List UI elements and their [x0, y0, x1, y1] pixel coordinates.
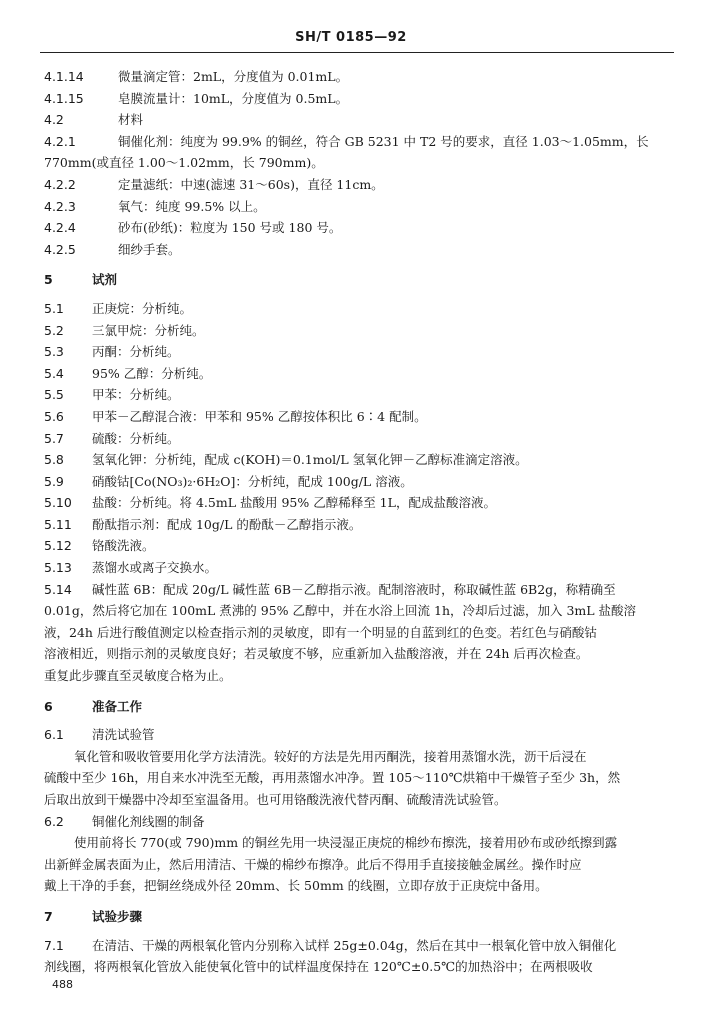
clause-number: 4.2	[44, 112, 64, 128]
clause-line	[44, 579, 672, 601]
paragraph-line	[44, 789, 672, 811]
clause-text: 甲苯：分析纯。	[92, 387, 180, 403]
clause-text: 皂膜流量计：10mL，分度值为 0.5mL。	[118, 90, 349, 106]
section-heading	[44, 906, 672, 928]
clause-text: 氢氧化钾：分析纯，配成 c(KOH)＝0.1mol/L 氢氧化钾－乙醇标准滴定溶液。	[92, 452, 528, 468]
clause-continuation	[44, 643, 672, 665]
clause-text: 碱性蓝 6B：配成 20g/L 碱性蓝 6B－乙醇指示液。配制溶液时，称取碱性蓝 6B2g，称精确至	[92, 581, 616, 597]
clause-continuation	[44, 600, 672, 622]
paragraph-line	[44, 832, 672, 854]
clause-number: 4.2.5	[44, 241, 76, 257]
clause-text: 细纱手套。	[118, 241, 181, 257]
clause-line	[44, 384, 672, 406]
section-title: 准备工作	[92, 698, 143, 714]
clause-number: 7.1	[44, 937, 64, 953]
clause-line	[44, 514, 672, 536]
clause-number: 5.11	[44, 516, 72, 532]
clause-number: 5.9	[44, 473, 64, 489]
clause-text: 砂布(砂纸)：粒度为 150 号或 180 号。	[118, 220, 342, 236]
clause-line	[44, 811, 672, 833]
clause-number: 4.2.3	[44, 198, 76, 214]
clause-number: 6.2	[44, 813, 64, 829]
page-number: 488	[52, 978, 73, 991]
clause-line	[44, 109, 672, 131]
standard-header: SH/T 0185—92	[295, 30, 407, 45]
clause-text: 0.01g，然后将它加在 100mL 煮沸的 95% 乙醇中，并在水浴上回流 1h，冷却后过滤，加入 3mL 盐酸溶	[44, 603, 637, 619]
clause-number: 5.12	[44, 538, 72, 554]
clause-line	[44, 217, 672, 239]
clause-line	[44, 239, 672, 261]
clause-text: 酚酞指示剂：配成 10g/L 的酚酞－乙醇指示液。	[92, 516, 362, 532]
section-number: 5	[44, 272, 53, 288]
clause-line	[44, 724, 672, 746]
clause-text: 95% 乙醇：分析纯。	[92, 365, 212, 381]
clause-text: 微量滴定管：2mL，分度值为 0.01mL。	[118, 69, 349, 84]
clause-number: 6.1	[44, 727, 64, 743]
paragraph-text: 使用前将长 770(或 790)mm 的铜丝先用一块浸湿正庚烷的棉纱布擦洗，接着用砂布或砂纸擦到露	[74, 835, 618, 851]
paragraph-line	[44, 746, 672, 768]
paragraph-text: 硫酸中至少 16h，用自来水冲洗至无酸，再用蒸馏水冲净。置 105～110℃烘箱中干燥管子至少 3h，然	[44, 770, 621, 786]
clause-line	[44, 492, 672, 514]
clause-continuation	[44, 665, 672, 687]
clause-number: 4.2.2	[44, 176, 76, 192]
clause-line	[44, 406, 672, 428]
paragraph-text: 后取出放到干燥器中冷却至室温备用。也可用铬酸洗液代替丙酮、硫酸清洗试验管。	[44, 792, 507, 807]
clause-text: 材料	[118, 112, 144, 128]
section-title: 试验步骤	[92, 908, 143, 924]
clause-text: 甲苯－乙醇混合液：甲苯和 95% 乙醇按体积比 6∶4 配制。	[92, 408, 427, 424]
section-heading	[44, 696, 672, 718]
paragraph-text: 戴上干净的手套，把铜丝绕成外径 20mm、长 50mm 的线圈，立即存放于正庚烷中备用。	[44, 878, 548, 894]
clause-text: 盐酸：分析纯。将 4.5mL 盐酸用 95% 乙醇稀释至 1L，配成盐酸溶液。	[92, 495, 496, 511]
clause-line	[44, 341, 672, 363]
clause-number: 5.13	[44, 560, 72, 576]
clause-text: 正庚烷：分析纯。	[92, 300, 193, 316]
clause-text: 蒸馏水或离子交换水。	[92, 560, 218, 576]
paragraph-text: 氧化管和吸收管要用化学方法清洗。较好的方法是先用丙酮洗，接着用蒸馏水洗，沥干后浸在	[74, 748, 587, 764]
clause-text: 铜催化剂：纯度为 99.9% 的铜丝，符合 GB 5231 中 T2 号的要求，直径 1.03～1.05mm，长	[118, 133, 649, 149]
clause-line	[44, 298, 672, 320]
clause-text: 在清洁、干燥的两根氧化管内分别称入试样 25g±0.04g，然后在其中一根氧化管中放入铜催化	[92, 937, 617, 953]
clause-line	[44, 449, 672, 471]
clause-number: 5.7	[44, 430, 64, 446]
clause-continuation	[44, 956, 672, 978]
clause-line	[44, 174, 672, 196]
clause-text: 三氯甲烷：分析纯。	[92, 322, 205, 338]
clause-number: 5.1	[44, 300, 64, 316]
clause-number: 5.10	[44, 495, 72, 511]
clause-number: 4.2.4	[44, 220, 76, 236]
clause-text: 重复此步骤直至灵敏度合格为止。	[44, 668, 232, 684]
clause-text: 铬酸洗液。	[92, 538, 155, 554]
clause-number: 5.8	[44, 452, 64, 468]
clause-line	[44, 66, 672, 88]
clause-title: 铜催化剂线圈的制备	[92, 813, 205, 829]
header-rule	[40, 52, 674, 53]
clause-continuation	[44, 152, 672, 174]
section-number: 7	[44, 908, 53, 924]
clause-number: 5.4	[44, 365, 64, 381]
clause-continuation	[44, 622, 672, 644]
clause-number: 5.6	[44, 408, 64, 424]
clause-line	[44, 88, 672, 110]
clause-line	[44, 471, 672, 493]
clause-number: 5.3	[44, 344, 64, 360]
clause-number: 5.5	[44, 387, 64, 403]
paragraph-text: 出新鲜金属表面为止，然后用清洁、干燥的棉纱布擦净。此后不得用手直接接触金属丝。操作时应	[44, 856, 582, 872]
clause-text: 液，24h 后进行酸值测定以检查指示剂的灵敏度，即有一个明显的自蓝到红的色变。若红色与硝酸钴	[44, 624, 597, 640]
clause-number: 4.1.15	[44, 90, 84, 106]
paragraph-line	[44, 875, 672, 897]
clause-number: 5.14	[44, 581, 72, 597]
document-body	[44, 66, 672, 978]
clause-title: 清洗试验管	[92, 727, 155, 743]
clause-line	[44, 320, 672, 342]
clause-line	[44, 131, 672, 153]
clause-text: 定量滤纸：中速(滤速 31～60s)，直径 11cm。	[118, 176, 384, 192]
clause-text: 硫酸：分析纯。	[92, 430, 180, 446]
clause-line	[44, 535, 672, 557]
clause-line	[44, 363, 672, 385]
clause-text: 溶液相近，则指示剂的灵敏度良好；若灵敏度不够，应重新加入盐酸溶液，并在 24h 后再次检查。	[44, 646, 589, 662]
paragraph-line	[44, 854, 672, 876]
clause-text: 剂线圈，将两根氧化管放入能使氧化管中的试样温度保持在 120℃±0.5℃的加热浴中；在两根吸收	[44, 959, 593, 975]
clause-number: 5.2	[44, 322, 64, 338]
clause-line	[44, 935, 672, 957]
section-title: 试剂	[92, 272, 118, 288]
clause-text: 氧气：纯度 99.5% 以上。	[118, 198, 266, 214]
section-number: 6	[44, 698, 53, 714]
section-heading	[44, 269, 672, 291]
paragraph-line	[44, 767, 672, 789]
clause-line	[44, 557, 672, 579]
clause-text: 硝酸钴[Co(NO₃)₂·6H₂O]：分析纯，配成 100g/L 溶液。	[92, 473, 413, 489]
clause-text: 丙酮：分析纯。	[92, 344, 180, 360]
clause-line	[44, 196, 672, 218]
clause-number: 4.2.1	[44, 133, 76, 149]
clause-line	[44, 428, 672, 450]
clause-number: 4.1.14	[44, 69, 84, 84]
clause-text: 770mm(或直径 1.00～1.02mm，长 790mm)。	[44, 155, 324, 171]
